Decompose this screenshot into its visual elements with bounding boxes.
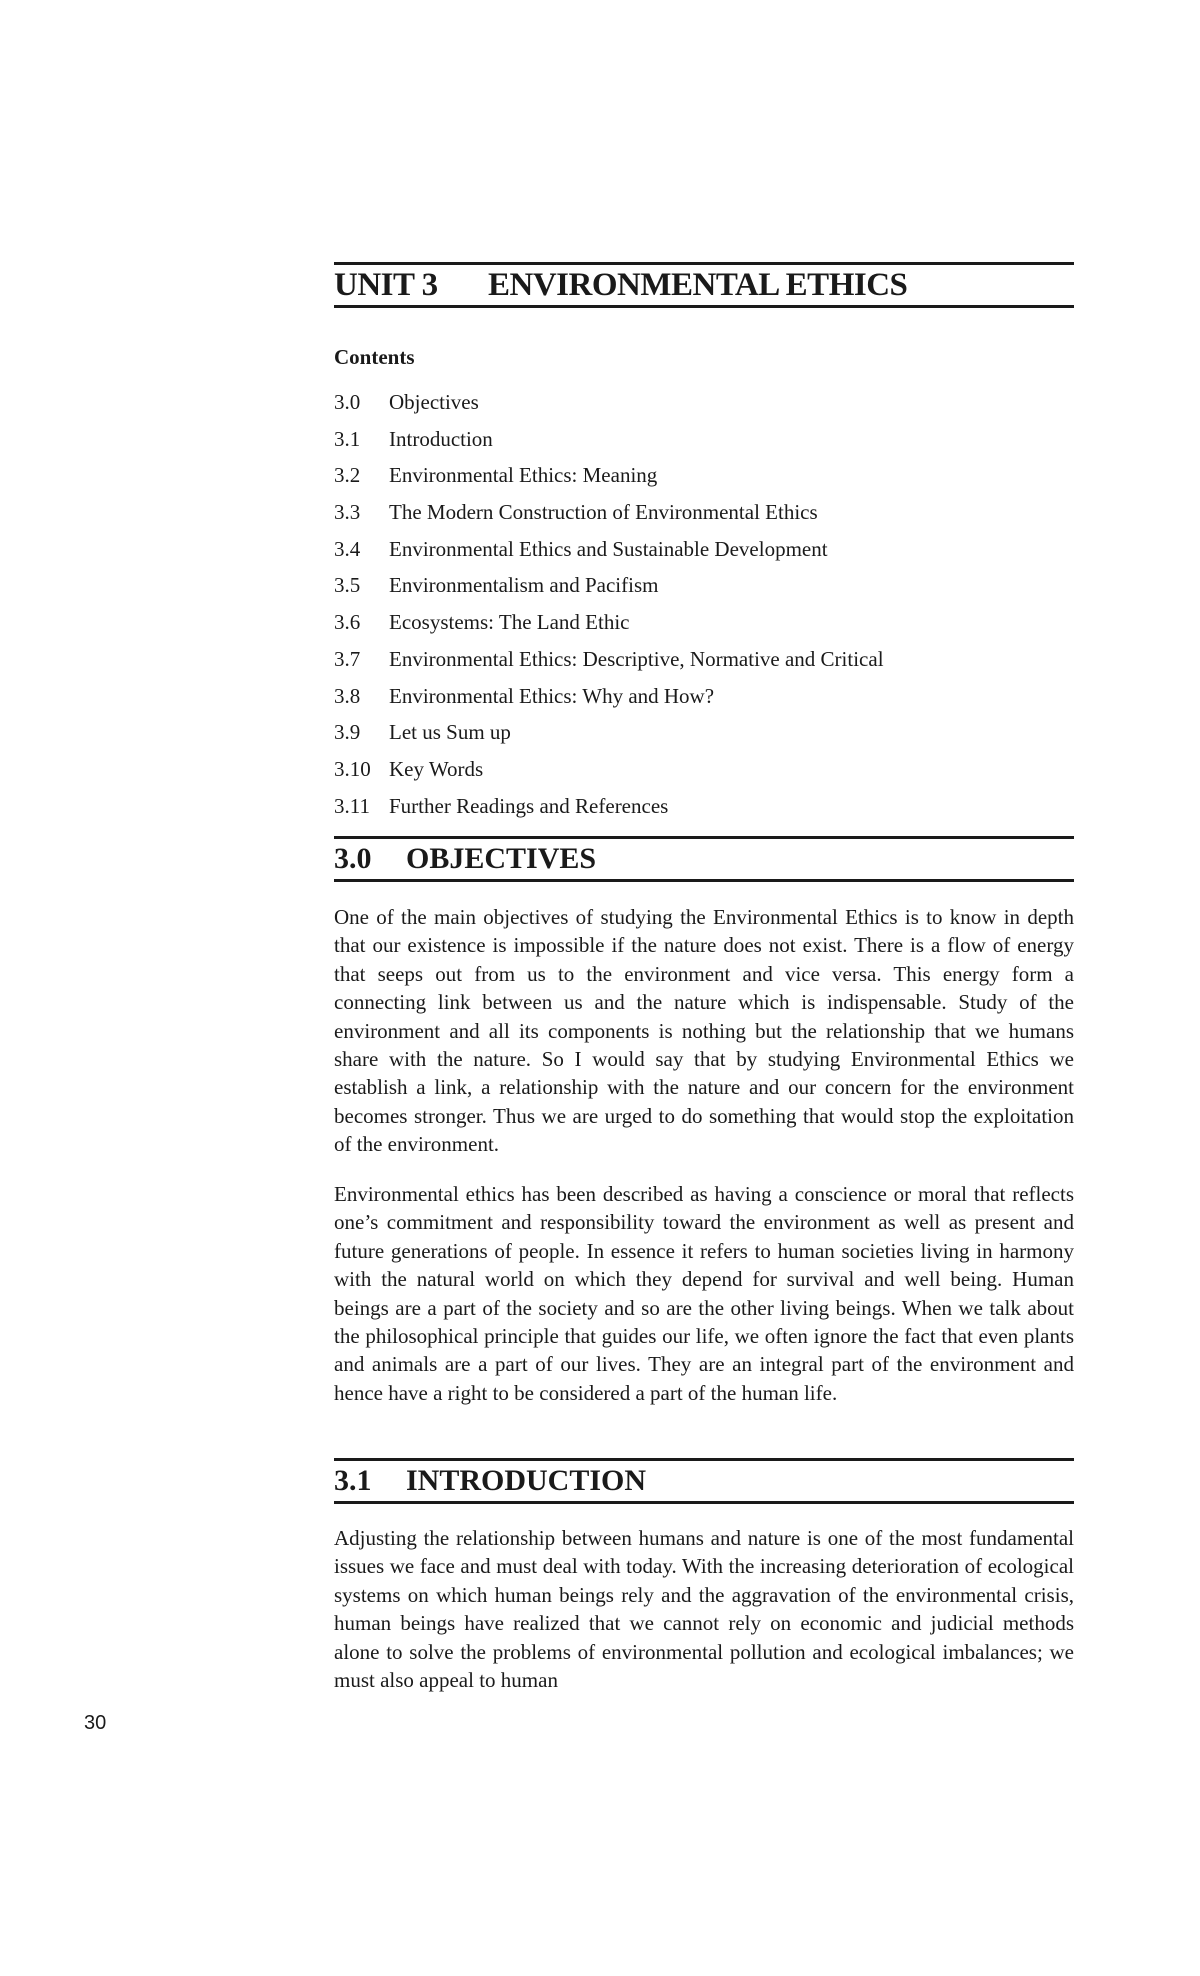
toc-item [334,720,1074,757]
toc-item [334,794,1074,831]
toc-item-title: Key Words [389,756,484,781]
section-title: INTRODUCTION [406,1464,647,1497]
section-header-introduction [334,1458,1074,1504]
toc-item [334,500,1074,537]
toc-item-number: 3.4 [334,536,361,561]
toc-item-number: 3.11 [334,793,370,818]
section-title: OBJECTIVES [406,842,597,875]
toc-item-title: Environmental Ethics: Why and How? [389,683,715,708]
toc-item-title: Environmental Ethics: Descriptive, Normative and Critical [389,646,884,671]
toc-item [334,757,1074,794]
toc-item-number: 3.9 [334,720,361,745]
toc-item-title: Ecosystems: The Land Ethic [389,610,630,635]
page-number: 30 [84,1712,107,1734]
toc-item-number: 3.1 [334,426,361,451]
toc-item [334,684,1074,721]
toc-item-number: 3.7 [334,646,361,671]
section-number: 3.1 [334,1464,372,1497]
table-of-contents [334,390,1074,830]
toc-item-number: 3.0 [334,390,361,414]
objectives-paragraph-1: One of the main objectives of studying the Environmental Ethics is to know in depth that our existence is impossible if the nature does not exist. There is a flow of energy that seeps out from us to the environment and vice versa. This energy form a connecting link between us and the nature which is indispensable. Study of the environment and all its components is nothing but the relationship that we humans share with the nature. So I would say that by studying Environmental Ethics we establish a link, a relationship with the nature and our concern for the environment becomes stronger. Thus we are urged to do something that would stop the exploitation of the environment. [334,905,1074,1157]
toc-item [334,573,1074,610]
toc-item-title: Let us Sum up [389,720,511,745]
toc-item [334,463,1074,500]
toc-item-number: 3.5 [334,573,361,598]
toc-item-title: The Modern Construction of Environmental Ethics [389,500,818,525]
toc-item [334,537,1074,574]
toc-item-title: Environmental Ethics: Meaning [389,463,658,488]
section-number: 3.0 [334,842,372,875]
contents-heading: Contents [334,345,415,369]
toc-item-number: 3.2 [334,463,361,488]
objectives-paragraph-2: Environmental ethics has been described as having a conscience or moral that reflects one’s commitment and responsibility toward the environment as well as present and future generations of people. In essence it refers to human societies living in harmony with the natural world on which they depend for survival and well being. Human beings are a part of the society and so are the other living beings. When we talk about the philosophical principle that guides our life, we often ignore the fact that even plants and animals are a part of our lives. They are an integral part of the environment and hence have a right to be considered a part of the human life. [334,1182,1074,1405]
toc-item-title: Further Readings and References [389,793,669,818]
section-header-objectives [334,836,1074,882]
unit-header [334,262,1074,308]
unit-title: ENVIRONMENTAL ETHICS [488,267,908,303]
toc-item-title: Environmentalism and Pacifism [389,573,659,598]
toc-item [334,390,1074,427]
toc-item-title: Objectives [389,390,479,414]
toc-item [334,610,1074,647]
toc-item [334,647,1074,684]
unit-number: UNIT 3 [334,267,438,303]
toc-item-number: 3.3 [334,500,361,525]
toc-item-number: 3.6 [334,610,361,635]
toc-item [334,427,1074,464]
toc-item-title: Environmental Ethics and Sustainable Development [389,536,828,561]
toc-item-number: 3.8 [334,683,361,708]
toc-item-title: Introduction [389,426,493,451]
introduction-paragraph-1: Adjusting the relationship between humans and nature is one of the most fundamental issues we face and must deal with today. With the increasing deterioration of ecological systems on which human beings rely and the aggravation of the environmental crisis, human beings have realized that we cannot rely on economic and judicial methods alone to solve the problems of environmental pollution and ecological imbalances; we must also appeal to human [334,1526,1074,1693]
toc-item-number: 3.10 [334,756,371,781]
